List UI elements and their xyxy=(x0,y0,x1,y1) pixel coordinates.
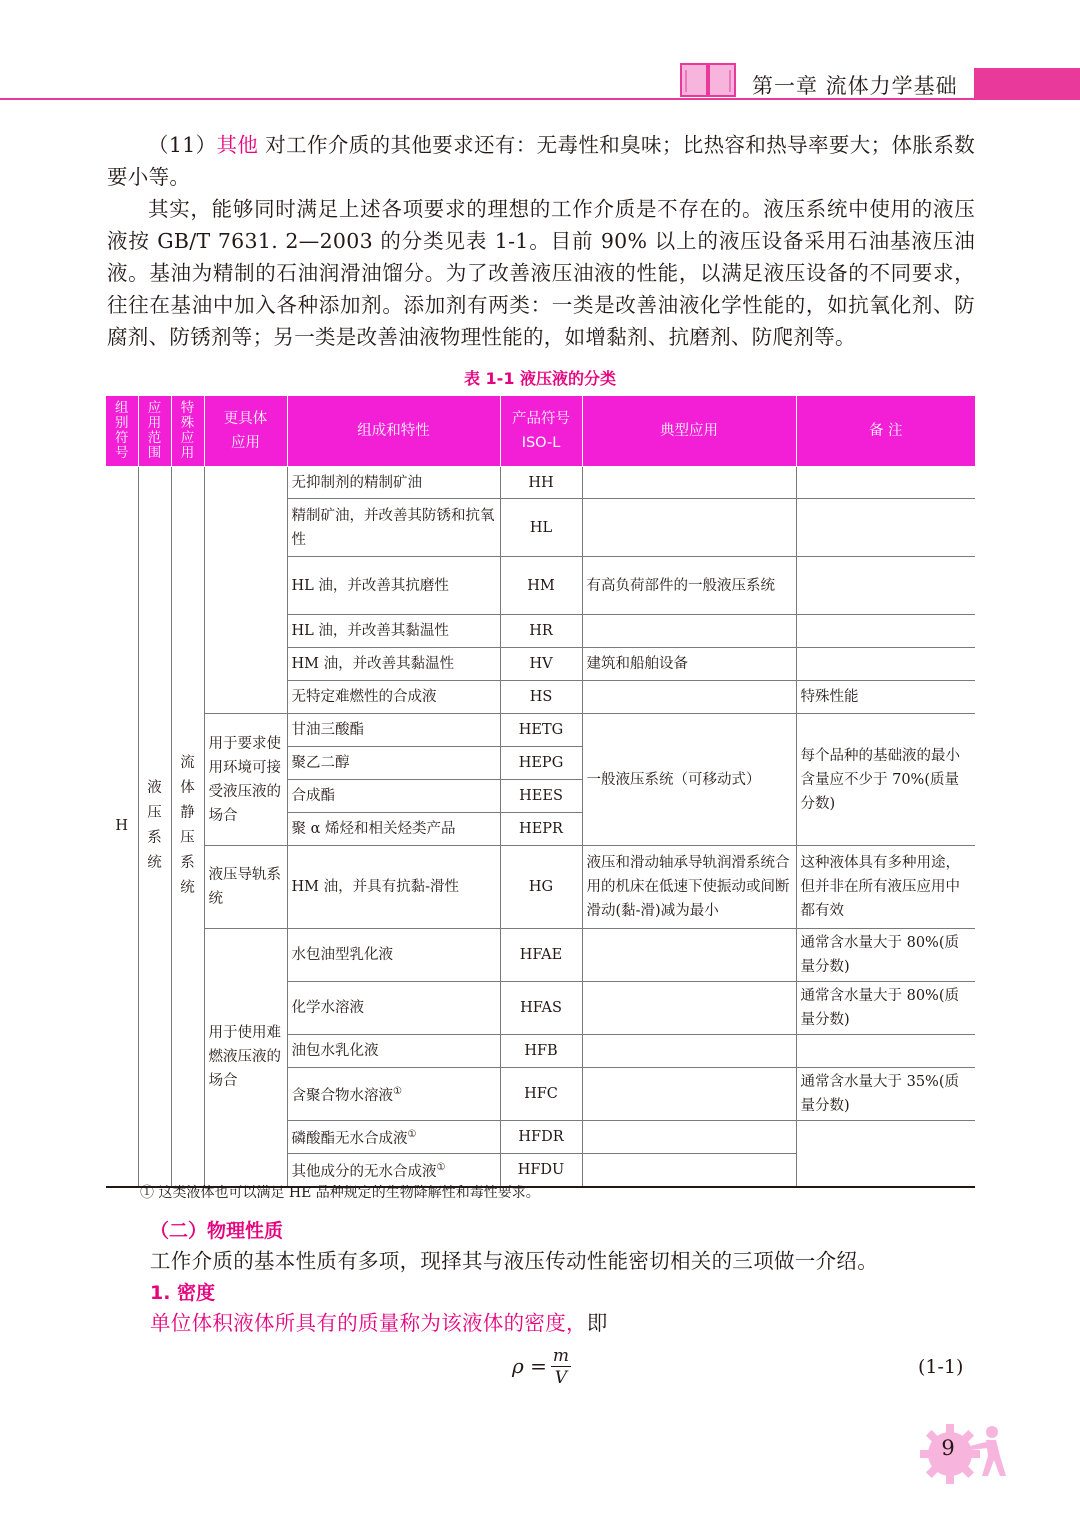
remarks-cell: 通常含水量大于 35%(质量分数) xyxy=(796,1068,975,1121)
code-cell: HFB xyxy=(500,1035,582,1068)
code-cell: HFDU xyxy=(500,1154,582,1187)
code-cell: HM xyxy=(500,557,582,615)
code-cell: HFAS xyxy=(500,982,582,1035)
composition-cell: 精制矿油，并改善其防锈和抗氧性 xyxy=(287,499,500,557)
composition-cell: 其他成分的无水合成液① xyxy=(287,1154,500,1187)
remarks-cell xyxy=(796,648,975,681)
typical-cell xyxy=(582,467,796,499)
col-header-group: 组别符号 xyxy=(106,396,138,467)
header-accent-bar xyxy=(974,68,1080,98)
composition-cell: 磷酸酯无水合成液① xyxy=(287,1121,500,1154)
remarks-cell xyxy=(796,615,975,648)
col-header-specific: 更具体 应用 xyxy=(204,396,287,467)
table-caption: 表 1-1 液压液的分类 xyxy=(463,369,617,388)
specific-cell: 用于使用难燃液压液的场合 xyxy=(204,929,287,1187)
remarks-cell-group: 每个品种的基础液的最小含量应不少于 70%(质量分数) xyxy=(796,714,975,846)
section-intro: 工作介质的基本性质有多项，现择其与液压传动性能密切相关的三项做一介绍。 xyxy=(150,1249,878,1273)
composition-cell: 无特定难燃性的合成液 xyxy=(287,681,500,714)
special-cell: 流体静压系统 xyxy=(171,467,204,1187)
table-row xyxy=(106,929,975,982)
col-header-composition: 组成和特性 xyxy=(287,396,500,467)
typical-cell: 液压和滑动轴承导轨润滑系统合用的机床在低速下使振动或间断滑动(黏-滑)减为最小 xyxy=(582,846,796,929)
open-book-icon xyxy=(680,62,736,98)
typical-cell: 有高负荷部件的一般液压系统 xyxy=(582,557,796,615)
typical-cell xyxy=(582,929,796,982)
paragraph-other-requirements xyxy=(107,129,975,193)
code-cell: HETG xyxy=(500,714,582,747)
equation-number: (1-1) xyxy=(918,1356,964,1378)
composition-cell: 化学水溶液 xyxy=(287,982,500,1035)
code-cell: HFDR xyxy=(500,1121,582,1154)
typical-cell xyxy=(582,1154,796,1187)
composition-cell: 甘油三酸酯 xyxy=(287,714,500,747)
code-cell: HL xyxy=(500,499,582,557)
remarks-cell xyxy=(796,557,975,615)
typical-cell-group: 一般液压系统（可移动式） xyxy=(582,714,796,846)
typical-cell xyxy=(582,681,796,714)
range-cell: 液压系统 xyxy=(138,467,171,1187)
density-formula: ρ = $\frac{m}{V}$ xyxy=(512,1346,569,1388)
specific-cell-empty xyxy=(204,467,287,714)
item-number: （11） xyxy=(148,133,217,157)
formula-denominator: V xyxy=(554,1368,568,1388)
item-text: 对工作介质的其他要求还有：无毒性和臭味；比热容和热导率要大；体胀系数要小等。 xyxy=(107,133,975,189)
table-row xyxy=(106,714,975,747)
code-cell: HR xyxy=(500,615,582,648)
code-cell: HV xyxy=(500,648,582,681)
composition-cell: 含聚合物水溶液① xyxy=(287,1068,500,1121)
remarks-cell: 这种液体具有多种用途，但并非在所有液压应用中都有效 xyxy=(796,846,975,929)
typical-cell xyxy=(582,1035,796,1068)
typical-cell xyxy=(582,615,796,648)
code-cell: HFC xyxy=(500,1068,582,1121)
table-row xyxy=(106,846,975,929)
pushing-figure-icon xyxy=(966,1424,1008,1478)
typical-cell xyxy=(582,499,796,557)
composition-cell: 油包水乳化液 xyxy=(287,1035,500,1068)
table-row xyxy=(106,467,975,499)
composition-cell: 合成酯 xyxy=(287,780,500,813)
composition-cell: HM 油，并具有抗黏-滑性 xyxy=(287,846,500,929)
remarks-cell xyxy=(796,499,975,557)
code-cell: HS xyxy=(500,681,582,714)
composition-cell: 聚乙二醇 xyxy=(287,747,500,780)
col-header-typical: 典型应用 xyxy=(582,396,796,467)
code-cell: HEPG xyxy=(500,747,582,780)
composition-cell: 聚 α 烯烃和相关烃类产品 xyxy=(287,813,500,846)
hydraulic-fluid-table xyxy=(106,395,975,1188)
specific-cell: 用于要求使用环境可接受液压液的场合 xyxy=(204,714,287,846)
remarks-cell: 通常含水量大于 80%(质量分数) xyxy=(796,982,975,1035)
composition-cell: HL 油，并改善其黏温性 xyxy=(287,615,500,648)
remarks-cell: 通常含水量大于 80%(质量分数) xyxy=(796,929,975,982)
code-cell: HEPR xyxy=(500,813,582,846)
typical-cell xyxy=(582,1121,796,1154)
code-cell: HEES xyxy=(500,780,582,813)
composition-cell: HL 油，并改善其抗磨性 xyxy=(287,557,500,615)
group-cell: H xyxy=(106,467,138,1187)
remarks-cell xyxy=(796,1121,975,1187)
subsection-title: 1. 密度 xyxy=(150,1282,216,1304)
specific-cell: 液压导轨系统 xyxy=(204,846,287,929)
col-header-range: 应用范围 xyxy=(138,396,171,467)
composition-cell: 无抑制剂的精制矿油 xyxy=(287,467,500,499)
composition-cell: HM 油，并改善其黏温性 xyxy=(287,648,500,681)
item-term: 其他 xyxy=(216,133,259,157)
typical-cell xyxy=(582,982,796,1035)
header-rule xyxy=(0,98,1080,100)
code-cell: HFAE xyxy=(500,929,582,982)
page-number: 9 xyxy=(941,1436,955,1460)
code-cell: HG xyxy=(500,846,582,929)
formula-numerator: m xyxy=(552,1346,569,1366)
col-header-remarks: 备 注 xyxy=(796,396,975,467)
section-title: （二）物理性质 xyxy=(150,1220,284,1242)
paragraph-fluid-classification: 其实，能够同时满足上述各项要求的理想的工作介质是不存在的。液压系统中使用的液压液按 GB/T 7631. 2—2003 的分类见表 1-1。目前 90% 以上的液压设备采用石油基液压油液。基油为精制的石油润滑油馏分。为了改善液压油液的性能，以满足液压设备的不同要求，往往在基油中加入各种添加剂。添加剂有两类：一类是改善油液化学性能的，如抗氧化剂、防腐剂、防锈剂等；另一类是改善油液物理性能的，如增黏剂、抗磨剂、防爬剂等。 xyxy=(107,197,975,349)
remarks-cell xyxy=(796,1035,975,1068)
density-definition: 单位体积液体所具有的质量称为该液体的密度，即 xyxy=(150,1311,608,1335)
code-cell: HH xyxy=(500,467,582,499)
col-header-code: 产品符号 ISO-L xyxy=(500,396,582,467)
composition-cell: 水包油型乳化液 xyxy=(287,929,500,982)
chapter-title: 第一章 流体力学基础 xyxy=(752,74,958,98)
col-header-special: 特殊应用 xyxy=(171,396,204,467)
remarks-cell: 特殊性能 xyxy=(796,681,975,714)
remarks-cell xyxy=(796,467,975,499)
typical-cell xyxy=(582,1068,796,1121)
typical-cell: 建筑和船舶设备 xyxy=(582,648,796,681)
table-footnote: ① 这类液体也可以满足 HE 品种规定的生物降解性和毒性要求。 xyxy=(140,1185,540,1201)
